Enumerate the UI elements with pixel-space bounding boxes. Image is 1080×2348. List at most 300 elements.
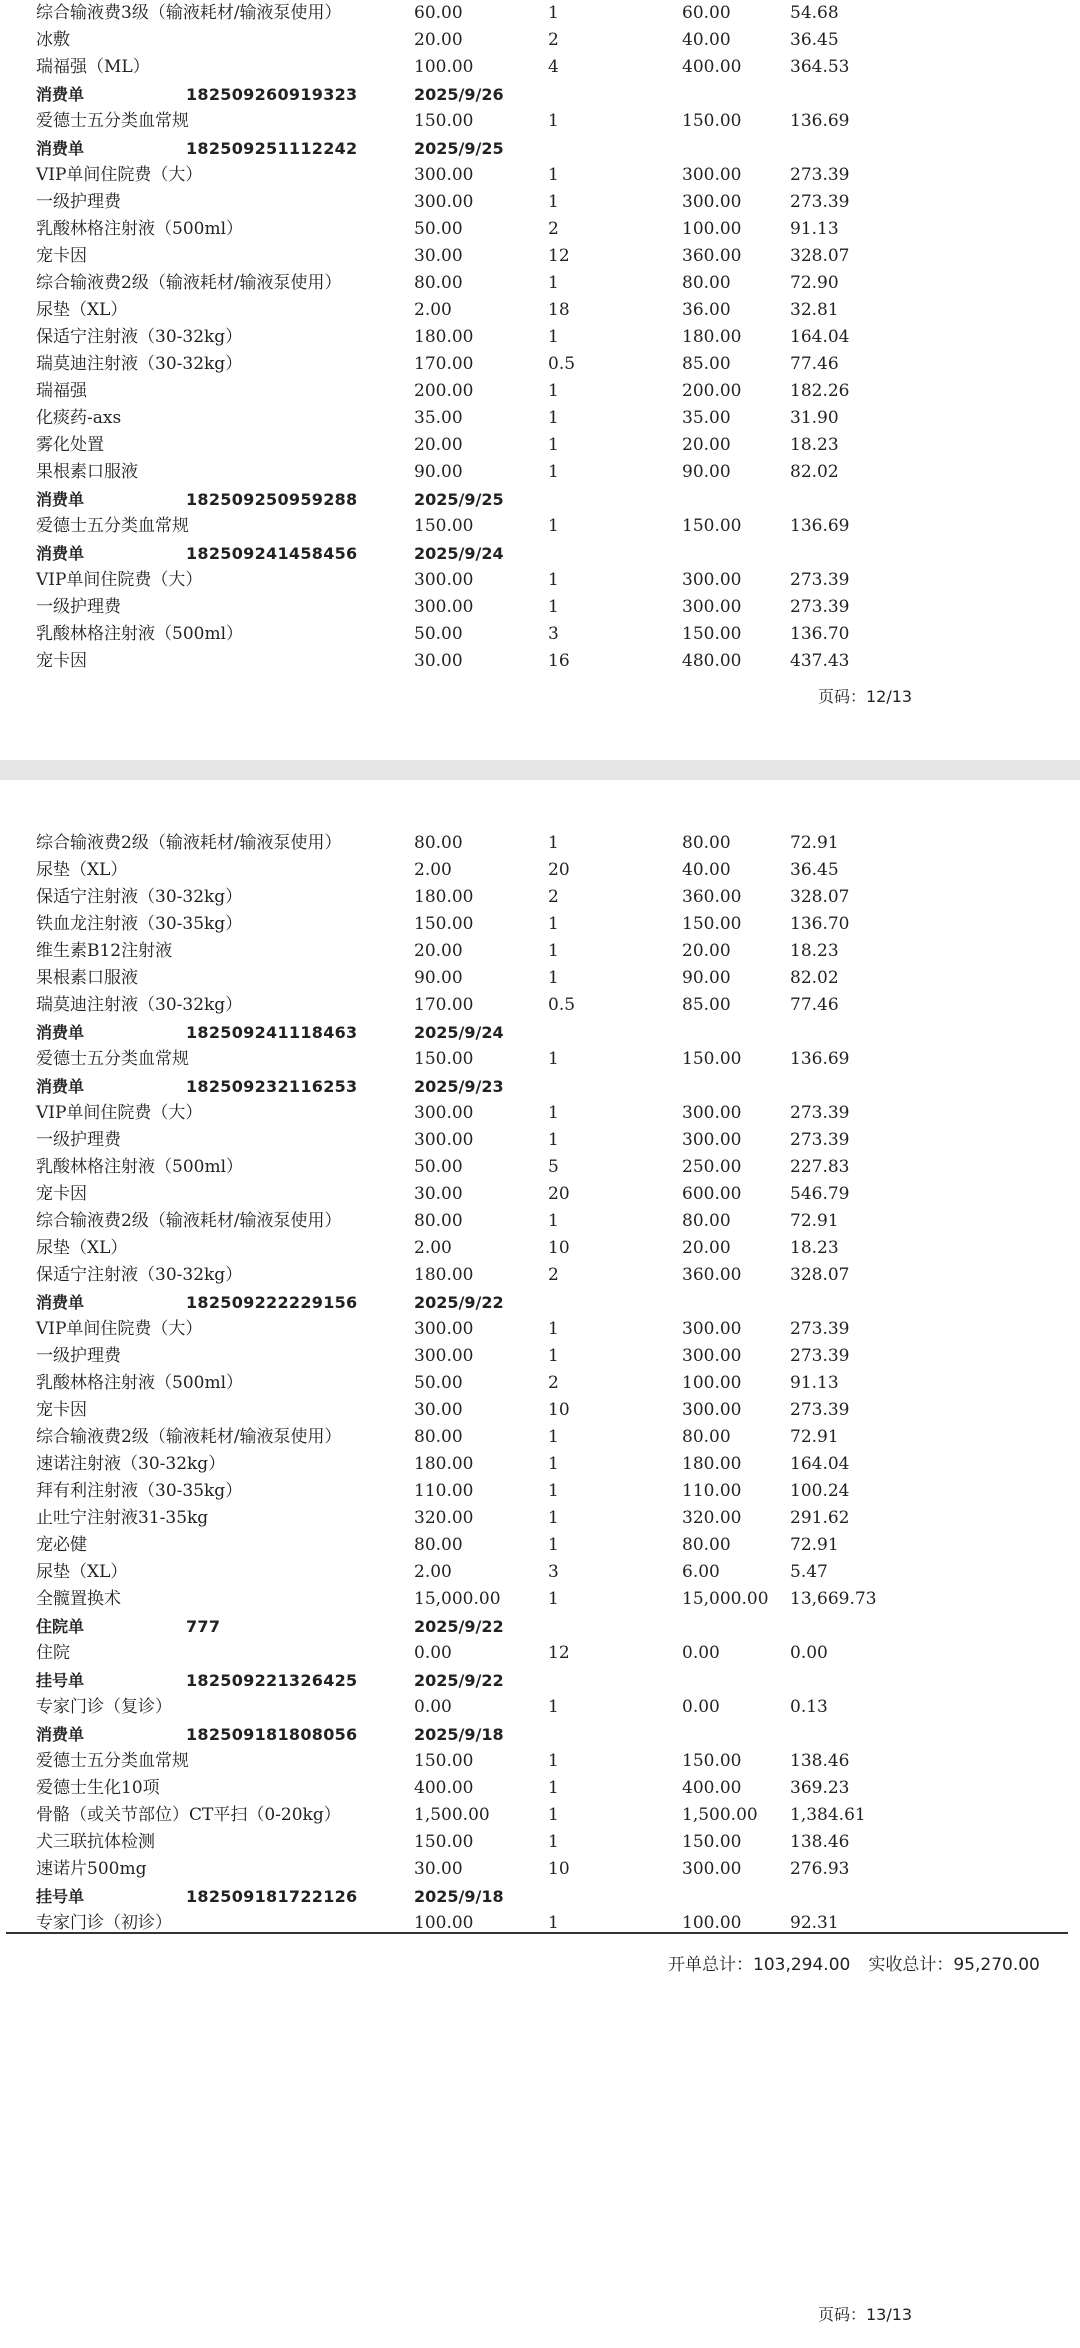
total-billed: 开单总计：103,294.00 [668, 1955, 851, 1975]
amount: 300.00 [682, 1346, 742, 1366]
line-item-row [0, 1829, 1080, 1856]
net-amount: 136.70 [790, 624, 850, 644]
bill-rows [0, 830, 1080, 1937]
quantity: 20 [548, 860, 570, 880]
unit-price: 170.00 [414, 354, 474, 374]
net-amount: 92.31 [790, 1913, 839, 1933]
voucher-header-row [0, 1073, 1080, 1100]
amount: 400.00 [682, 57, 742, 77]
item-name: 爱德士五分类血常规 [36, 1049, 189, 1069]
item-name: 骨骼（或关节部位）CT平扫（0-20kg） [36, 1805, 341, 1825]
quantity: 1 [548, 165, 559, 185]
amount: 0.00 [682, 1697, 720, 1717]
bill-page-12 [0, 0, 1080, 760]
net-amount: 72.90 [790, 273, 839, 293]
item-name: 宠卡因 [36, 1400, 87, 1420]
voucher-type: 挂号单 [36, 1671, 85, 1690]
amount: 320.00 [682, 1508, 742, 1528]
voucher-header-row [0, 1613, 1080, 1640]
quantity: 3 [548, 624, 559, 644]
line-item-row [0, 1802, 1080, 1829]
quantity: 18 [548, 300, 570, 320]
item-name: 综合输液费3级（输液耗材/输液泵使用） [36, 3, 342, 23]
line-item-row [0, 1127, 1080, 1154]
amount: 150.00 [682, 1751, 742, 1771]
voucher-header-row [0, 135, 1080, 162]
quantity: 2 [548, 1265, 559, 1285]
bill-page-13 [0, 780, 1080, 2348]
amount: 100.00 [682, 1913, 742, 1933]
item-name: 果根素口服液 [36, 462, 138, 482]
net-amount: 328.07 [790, 1265, 850, 1285]
quantity: 1 [548, 597, 559, 617]
item-name: 一级护理费 [36, 597, 121, 617]
voucher-type: 消费单 [36, 1293, 85, 1312]
item-name: 爱德士五分类血常规 [36, 1751, 189, 1771]
line-item-row [0, 1370, 1080, 1397]
quantity: 1 [548, 1589, 559, 1609]
unit-price: 15,000.00 [414, 1589, 501, 1609]
unit-price: 300.00 [414, 570, 474, 590]
line-item-row [0, 1640, 1080, 1667]
line-item-row [0, 1343, 1080, 1370]
line-item-row [0, 648, 1080, 675]
voucher-number: 182509222229156 [186, 1293, 358, 1312]
net-amount: 32.81 [790, 300, 839, 320]
item-name: 冰敷 [36, 30, 70, 50]
voucher-number: 182509241118463 [186, 1023, 358, 1042]
item-name: 宠卡因 [36, 1184, 87, 1204]
amount: 300.00 [682, 192, 742, 212]
net-amount: 36.45 [790, 30, 839, 50]
net-amount: 276.93 [790, 1859, 850, 1879]
unit-price: 300.00 [414, 165, 474, 185]
line-item-row [0, 297, 1080, 324]
net-amount: 273.39 [790, 597, 850, 617]
voucher-header-row [0, 486, 1080, 513]
unit-price: 35.00 [414, 408, 463, 428]
line-item-row [0, 1775, 1080, 1802]
unit-price: 2.00 [414, 860, 452, 880]
line-item-row [0, 911, 1080, 938]
unit-price: 30.00 [414, 1400, 463, 1420]
unit-price: 80.00 [414, 1427, 463, 1447]
quantity: 1 [548, 968, 559, 988]
line-item-row [0, 621, 1080, 648]
net-amount: 54.68 [790, 3, 839, 23]
item-name: 爱德士五分类血常规 [36, 516, 189, 536]
net-amount: 0.00 [790, 1643, 828, 1663]
net-amount: 273.39 [790, 570, 850, 590]
voucher-date: 2025/9/22 [414, 1293, 504, 1312]
net-amount: 77.46 [790, 995, 839, 1015]
quantity: 1 [548, 1832, 559, 1852]
voucher-date: 2025/9/18 [414, 1725, 504, 1744]
unit-price: 30.00 [414, 1859, 463, 1879]
quantity: 1 [548, 3, 559, 23]
net-amount: 136.70 [790, 914, 850, 934]
amount: 0.00 [682, 1643, 720, 1663]
quantity: 5 [548, 1157, 559, 1177]
unit-price: 150.00 [414, 1751, 474, 1771]
unit-price: 80.00 [414, 833, 463, 853]
quantity: 1 [548, 111, 559, 131]
amount: 150.00 [682, 1832, 742, 1852]
net-amount: 13,669.73 [790, 1589, 877, 1609]
quantity: 1 [548, 516, 559, 536]
quantity: 1 [548, 914, 559, 934]
quantity: 2 [548, 219, 559, 239]
quantity: 0.5 [548, 995, 576, 1015]
quantity: 10 [548, 1400, 570, 1420]
voucher-type: 挂号单 [36, 1887, 85, 1906]
voucher-type: 消费单 [36, 490, 85, 509]
amount: 20.00 [682, 1238, 731, 1258]
quantity: 2 [548, 1373, 559, 1393]
voucher-header-row [0, 81, 1080, 108]
item-name: 综合输液费2级（输液耗材/输液泵使用） [36, 1427, 342, 1447]
voucher-type: 消费单 [36, 1023, 85, 1042]
voucher-date: 2025/9/22 [414, 1671, 504, 1690]
unit-price: 110.00 [414, 1481, 474, 1501]
quantity: 1 [548, 327, 559, 347]
amount: 110.00 [682, 1481, 742, 1501]
line-item-row [0, 1586, 1080, 1613]
unit-price: 80.00 [414, 1211, 463, 1231]
quantity: 10 [548, 1859, 570, 1879]
unit-price: 80.00 [414, 273, 463, 293]
net-amount: 77.46 [790, 354, 839, 374]
amount: 150.00 [682, 111, 742, 131]
item-name: 综合输液费2级（输液耗材/输液泵使用） [36, 833, 342, 853]
net-amount: 273.39 [790, 1346, 850, 1366]
net-amount: 36.45 [790, 860, 839, 880]
item-name: 瑞福强（ML） [36, 57, 150, 77]
amount: 480.00 [682, 651, 742, 671]
item-name: VIP单间住院费（大） [36, 570, 203, 590]
item-name: 速诺注射液（30-32kg） [36, 1454, 226, 1474]
net-amount: 273.39 [790, 165, 850, 185]
item-name: 瑞莫迪注射液（30-32kg） [36, 354, 243, 374]
amount: 300.00 [682, 597, 742, 617]
voucher-date: 2025/9/24 [414, 1023, 504, 1042]
item-name: 维生素B12注射液 [36, 941, 173, 961]
line-item-row [0, 830, 1080, 857]
net-amount: 82.02 [790, 462, 839, 482]
item-name: 乳酸林格注射液（500ml） [36, 624, 244, 644]
unit-price: 2.00 [414, 1562, 452, 1582]
item-name: 专家门诊（复诊） [36, 1697, 172, 1717]
voucher-type: 消费单 [36, 139, 85, 158]
amount: 80.00 [682, 273, 731, 293]
unit-price: 100.00 [414, 57, 474, 77]
item-name: 止吐宁注射液31-35kg [36, 1508, 209, 1528]
item-name: 速诺片500mg [36, 1859, 147, 1879]
quantity: 2 [548, 887, 559, 907]
line-item-row [0, 1532, 1080, 1559]
line-item-row [0, 459, 1080, 486]
net-amount: 138.46 [790, 1751, 850, 1771]
amount: 300.00 [682, 1103, 742, 1123]
item-name: 果根素口服液 [36, 968, 138, 988]
unit-price: 150.00 [414, 1832, 474, 1852]
net-amount: 291.62 [790, 1508, 850, 1528]
item-name: 瑞莫迪注射液（30-32kg） [36, 995, 243, 1015]
unit-price: 20.00 [414, 30, 463, 50]
net-amount: 369.23 [790, 1778, 850, 1798]
voucher-type: 住院单 [36, 1617, 85, 1636]
item-name: 尿垫（XL） [36, 860, 128, 880]
item-name: 宠必健 [36, 1535, 87, 1555]
total-received: 实收总计：95,270.00 [868, 1955, 1040, 1975]
item-name: 宠卡因 [36, 246, 87, 266]
item-name: 尿垫（XL） [36, 1238, 128, 1258]
voucher-date: 2025/9/23 [414, 1077, 504, 1096]
item-name: 犬三联抗体检测 [36, 1832, 155, 1852]
amount: 360.00 [682, 887, 742, 907]
quantity: 0.5 [548, 354, 576, 374]
item-name: VIP单间住院费（大） [36, 165, 203, 185]
amount: 300.00 [682, 165, 742, 185]
amount: 85.00 [682, 354, 731, 374]
item-name: 尿垫（XL） [36, 300, 128, 320]
net-amount: 273.39 [790, 1103, 850, 1123]
line-item-row [0, 1154, 1080, 1181]
amount: 85.00 [682, 995, 731, 1015]
voucher-header-row [0, 1289, 1080, 1316]
unit-price: 30.00 [414, 651, 463, 671]
amount: 90.00 [682, 968, 731, 988]
amount: 1,500.00 [682, 1805, 758, 1825]
unit-price: 60.00 [414, 3, 463, 23]
item-name: 保适宁注射液（30-32kg） [36, 887, 243, 907]
item-name: 保适宁注射液（30-32kg） [36, 327, 243, 347]
quantity: 10 [548, 1238, 570, 1258]
unit-price: 180.00 [414, 1454, 474, 1474]
net-amount: 273.39 [790, 1130, 850, 1150]
unit-price: 320.00 [414, 1508, 474, 1528]
amount: 360.00 [682, 246, 742, 266]
unit-price: 90.00 [414, 968, 463, 988]
line-item-row [0, 1694, 1080, 1721]
voucher-date: 2025/9/26 [414, 85, 504, 104]
voucher-header-row [0, 1667, 1080, 1694]
unit-price: 150.00 [414, 1049, 474, 1069]
quantity: 1 [548, 1103, 559, 1123]
amount: 300.00 [682, 1400, 742, 1420]
amount: 200.00 [682, 381, 742, 401]
unit-price: 180.00 [414, 1265, 474, 1285]
amount: 60.00 [682, 3, 731, 23]
net-amount: 18.23 [790, 941, 839, 961]
unit-price: 150.00 [414, 914, 474, 934]
unit-price: 180.00 [414, 887, 474, 907]
net-amount: 18.23 [790, 435, 839, 455]
item-name: 综合输液费2级（输液耗材/输液泵使用） [36, 273, 342, 293]
unit-price: 100.00 [414, 1913, 474, 1933]
unit-price: 30.00 [414, 246, 463, 266]
voucher-number: 182509181808056 [186, 1725, 358, 1744]
voucher-header-row [0, 1721, 1080, 1748]
net-amount: 437.43 [790, 651, 850, 671]
net-amount: 273.39 [790, 1319, 850, 1339]
line-item-row [0, 884, 1080, 911]
unit-price: 0.00 [414, 1697, 452, 1717]
quantity: 1 [548, 1319, 559, 1339]
net-amount: 100.24 [790, 1481, 850, 1501]
amount: 400.00 [682, 1778, 742, 1798]
unit-price: 400.00 [414, 1778, 474, 1798]
quantity: 1 [548, 1778, 559, 1798]
quantity: 1 [548, 1211, 559, 1231]
line-item-row [0, 351, 1080, 378]
item-name: 拜有利注射液（30-35kg） [36, 1481, 243, 1501]
item-name: 住院 [36, 1643, 70, 1663]
line-item-row [0, 405, 1080, 432]
net-amount: 1,384.61 [790, 1805, 866, 1825]
net-amount: 138.46 [790, 1832, 850, 1852]
amount: 80.00 [682, 1211, 731, 1231]
net-amount: 72.91 [790, 1211, 839, 1231]
item-name: VIP单间住院费（大） [36, 1319, 203, 1339]
line-item-row [0, 1478, 1080, 1505]
amount: 180.00 [682, 327, 742, 347]
unit-price: 50.00 [414, 219, 463, 239]
line-item-row [0, 594, 1080, 621]
unit-price: 300.00 [414, 1130, 474, 1150]
voucher-type: 消费单 [36, 85, 85, 104]
amount: 180.00 [682, 1454, 742, 1474]
line-item-row [0, 1451, 1080, 1478]
line-item-row [0, 1208, 1080, 1235]
quantity: 1 [548, 381, 559, 401]
item-name: 化痰药-axs [36, 408, 122, 428]
amount: 360.00 [682, 1265, 742, 1285]
line-item-row [0, 1505, 1080, 1532]
total-divider [6, 1932, 1068, 1934]
line-item-row [0, 992, 1080, 1019]
quantity: 12 [548, 246, 570, 266]
amount: 36.00 [682, 300, 731, 320]
unit-price: 1,500.00 [414, 1805, 490, 1825]
quantity: 1 [548, 941, 559, 961]
unit-price: 20.00 [414, 435, 463, 455]
amount: 80.00 [682, 1427, 731, 1447]
line-item-row [0, 378, 1080, 405]
amount: 35.00 [682, 408, 731, 428]
net-amount: 5.47 [790, 1562, 828, 1582]
item-name: 全髋置换术 [36, 1589, 121, 1609]
voucher-date: 2025/9/24 [414, 544, 504, 563]
voucher-header-row [0, 1019, 1080, 1046]
line-item-row [0, 243, 1080, 270]
line-item-row [0, 270, 1080, 297]
line-item-row [0, 513, 1080, 540]
voucher-number: 182509241458456 [186, 544, 358, 563]
line-item-row [0, 938, 1080, 965]
line-item-row [0, 1856, 1080, 1883]
line-item-row [0, 1181, 1080, 1208]
voucher-number: 182509181722126 [186, 1887, 358, 1906]
quantity: 1 [548, 1130, 559, 1150]
voucher-date: 2025/9/25 [414, 139, 504, 158]
quantity: 1 [548, 1508, 559, 1528]
voucher-date: 2025/9/25 [414, 490, 504, 509]
item-name: 一级护理费 [36, 1346, 121, 1366]
line-item-row [0, 108, 1080, 135]
line-item-row [0, 965, 1080, 992]
net-amount: 546.79 [790, 1184, 850, 1204]
unit-price: 300.00 [414, 1319, 474, 1339]
item-name: 一级护理费 [36, 192, 121, 212]
amount: 150.00 [682, 516, 742, 536]
voucher-number: 182509232116253 [186, 1077, 358, 1096]
net-amount: 136.69 [790, 111, 850, 131]
voucher-header-row [0, 540, 1080, 567]
net-amount: 164.04 [790, 1454, 850, 1474]
item-name: 一级护理费 [36, 1130, 121, 1150]
unit-price: 50.00 [414, 1373, 463, 1393]
item-name: 爱德士五分类血常规 [36, 111, 189, 131]
amount: 15,000.00 [682, 1589, 769, 1609]
net-amount: 328.07 [790, 246, 850, 266]
quantity: 1 [548, 408, 559, 428]
quantity: 1 [548, 1697, 559, 1717]
page-separator [0, 760, 1080, 780]
totals-line [668, 1950, 1058, 1975]
item-name: 尿垫（XL） [36, 1562, 128, 1582]
item-name: 瑞福强 [36, 381, 87, 401]
item-name: 综合输液费2级（输液耗材/输液泵使用） [36, 1211, 342, 1231]
item-name: 乳酸林格注射液（500ml） [36, 219, 244, 239]
quantity: 1 [548, 570, 559, 590]
voucher-number: 182509250959288 [186, 490, 358, 509]
voucher-type: 消费单 [36, 1077, 85, 1096]
unit-price: 150.00 [414, 516, 474, 536]
net-amount: 328.07 [790, 887, 850, 907]
unit-price: 90.00 [414, 462, 463, 482]
net-amount: 82.02 [790, 968, 839, 988]
amount: 80.00 [682, 1535, 731, 1555]
net-amount: 31.90 [790, 408, 839, 428]
amount: 40.00 [682, 860, 731, 880]
line-item-row [0, 1748, 1080, 1775]
item-name: 宠卡因 [36, 651, 87, 671]
net-amount: 91.13 [790, 219, 839, 239]
quantity: 1 [548, 273, 559, 293]
amount: 80.00 [682, 833, 731, 853]
quantity: 1 [548, 1913, 559, 1933]
line-item-row [0, 1100, 1080, 1127]
line-item-row [0, 432, 1080, 459]
quantity: 1 [548, 462, 559, 482]
line-item-row [0, 162, 1080, 189]
line-item-row [0, 324, 1080, 351]
voucher-date: 2025/9/22 [414, 1617, 504, 1636]
voucher-type: 消费单 [36, 544, 85, 563]
item-name: 爱德士生化10项 [36, 1778, 160, 1798]
quantity: 1 [548, 1751, 559, 1771]
net-amount: 91.13 [790, 1373, 839, 1393]
amount: 250.00 [682, 1157, 742, 1177]
net-amount: 273.39 [790, 1400, 850, 1420]
item-name: 乳酸林格注射液（500ml） [36, 1373, 244, 1393]
item-name: VIP单间住院费（大） [36, 1103, 203, 1123]
unit-price: 2.00 [414, 300, 452, 320]
line-item-row [0, 27, 1080, 54]
voucher-number: 182509251112242 [186, 139, 358, 158]
net-amount: 182.26 [790, 381, 850, 401]
